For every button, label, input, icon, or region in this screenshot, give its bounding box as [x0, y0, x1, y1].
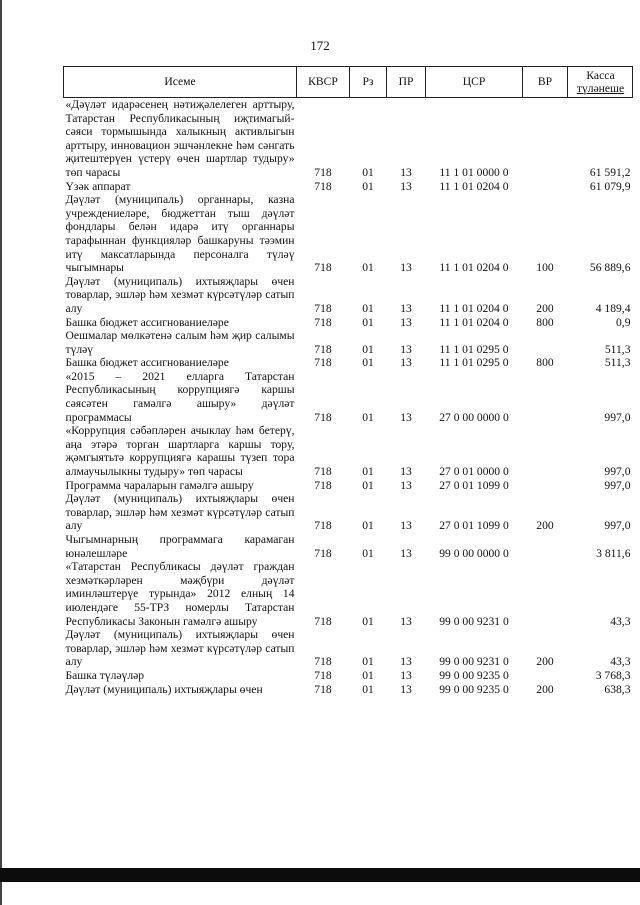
row-amount-cell: 997,0	[604, 519, 631, 533]
row-name-cell: Башка түләүләр	[65, 668, 145, 682]
row-pr-cell: 13	[400, 261, 412, 275]
row-csr-cell: 11 1 01 0295 0	[439, 356, 509, 370]
row-rz-cell: 01	[362, 668, 374, 682]
row-vr-cell	[523, 370, 568, 424]
row-csr-cell: 99 0 00 9231 0	[439, 614, 509, 628]
row-kvsr-cell: 718	[314, 356, 332, 370]
row-pr-cell: 13	[400, 668, 412, 682]
row-amount-cell: 43,3	[610, 614, 631, 628]
row-kvsr-cell: 718	[314, 546, 332, 560]
row-csr-cell: 11 1 01 0204 0	[439, 261, 509, 275]
row-name-cell: Башка бюджет ассигнованиеләре	[65, 315, 229, 329]
row-vr-cell: 100	[536, 261, 554, 275]
table-row	[64, 683, 633, 697]
table-row	[64, 492, 633, 533]
row-amount-cell: 43,3	[610, 655, 631, 669]
row-pr-cell: 13	[400, 179, 412, 193]
row-name-cell: Дәүләт (муниципаль) ихтыяҗлары өчен товарлар, эшләр һәм хезмәт күрсәтүләр сатып алу	[65, 628, 295, 669]
row-rz-cell: 01	[362, 478, 374, 492]
row-vr-cell: 800	[536, 356, 554, 370]
row-kvsr-cell: 718	[314, 301, 332, 315]
row-pr-cell: 13	[400, 478, 412, 492]
header-kassa-line2: түләнеше	[576, 82, 625, 95]
table-row	[64, 370, 633, 424]
row-rz-cell: 01	[362, 342, 374, 356]
row-rz-cell: 01	[362, 315, 374, 329]
table-row	[64, 275, 633, 316]
row-rz-cell: 01	[362, 301, 374, 315]
row-csr-cell: 27 0 01 0000 0	[439, 465, 509, 479]
table-row	[64, 180, 633, 194]
row-name-cell: Дәүләт (муниципаль) органнары, казна учреждениеләре, бюджеттан тыш дәүләт фондлары белән идарә итү органнары тарафыннан функцияләр башкаруны тәэмин итү максатларында персоналга түләү чыгымнары	[65, 193, 295, 275]
row-vr-cell	[523, 329, 568, 356]
row-name-cell: Дәүләт (муниципаль) ихтыяҗлары өчен	[65, 682, 263, 696]
row-amount-cell: 997,0	[604, 465, 631, 479]
row-name-cell: Үзәк аппарат	[65, 179, 131, 193]
row-pr-cell: 13	[400, 342, 412, 356]
row-vr-cell	[523, 479, 568, 493]
table-row	[64, 669, 633, 683]
scan-left-edge	[0, 0, 2, 905]
row-vr-cell: 800	[536, 315, 554, 329]
row-kvsr-cell: 718	[314, 478, 332, 492]
row-kvsr-cell: 718	[314, 668, 332, 682]
row-kvsr-cell: 718	[314, 519, 332, 533]
row-name-cell: «Татарстан Республикасы дәүләт граждан хезмәткәрләрен мәҗбүри дәүләт иминләштерүе турында» 2012 елның 14 июлендәге 55-ТРЗ номерлы Татарстан Республикасы Законын гамәлгә ашыру	[65, 560, 295, 628]
budget-table	[63, 66, 633, 696]
table-row	[64, 316, 633, 330]
row-vr-cell: 200	[536, 682, 554, 696]
row-vr-cell	[523, 180, 568, 194]
row-pr-cell: 13	[400, 165, 412, 179]
table-row	[64, 479, 633, 493]
row-vr-cell: 200	[536, 655, 554, 669]
row-rz-cell: 01	[362, 519, 374, 533]
row-amount-cell: 638,3	[604, 682, 631, 696]
header-name: Исеме	[64, 67, 297, 98]
row-amount-cell: 511,3	[604, 342, 631, 356]
row-kvsr-cell: 718	[314, 465, 332, 479]
row-amount-cell: 61 591,2	[589, 165, 631, 179]
table-row	[64, 533, 633, 560]
row-vr-cell: 200	[536, 301, 554, 315]
row-kvsr-cell: 718	[314, 261, 332, 275]
row-rz-cell: 01	[362, 614, 374, 628]
row-csr-cell: 27 0 01 1099 0	[439, 519, 509, 533]
page-number: 172	[310, 38, 330, 53]
row-name-cell: Чыгымнарның программага карамаган юнәлешләре	[65, 533, 295, 560]
row-pr-cell: 13	[400, 655, 412, 669]
row-amount-cell: 997,0	[604, 410, 631, 424]
row-name-cell: «2015 – 2021 елларга Татарстан Республикасының коррупциягә каршы сәясәтен гамәлгә ашыру» дәүләт программасы	[65, 369, 295, 424]
row-rz-cell: 01	[362, 356, 374, 370]
row-vr-cell	[523, 669, 568, 683]
table-row	[64, 98, 633, 180]
row-pr-cell: 13	[400, 546, 412, 560]
row-amount-cell: 61 079,9	[589, 179, 631, 193]
row-amount-cell: 511,3	[604, 356, 631, 370]
row-csr-cell: 11 1 01 0204 0	[439, 179, 509, 193]
table-body	[64, 98, 633, 697]
row-kvsr-cell: 718	[314, 165, 332, 179]
row-kvsr-cell: 718	[314, 315, 332, 329]
row-amount-cell: 997,0	[604, 478, 631, 492]
row-csr-cell: 11 1 01 0204 0	[439, 315, 509, 329]
row-name-cell: Дәүләт (муниципаль) ихтыяҗлары өчен товарлар, эшләр һәм хезмәт күрсәтүләр сатып алу	[65, 492, 295, 533]
row-amount-cell: 3 811,6	[596, 546, 631, 560]
row-kvsr-cell: 718	[314, 410, 332, 424]
row-name-cell: «Коррупция сәбәпләрен ачыклау һәм бетерү, аңа этәрә торган шартларга каршы тору, җәмгыятьтә коррупциягә карашы түзеп тора алмаучылыкны тудыру» төп чарасы	[65, 424, 295, 479]
table-row	[64, 560, 633, 628]
header-kassa	[568, 67, 633, 98]
table-header-row	[64, 67, 633, 98]
row-csr-cell: 11 1 01 0000 0	[439, 165, 509, 179]
row-name-cell: Башка бюджет ассигнованиеләре	[65, 356, 229, 370]
row-csr-cell: 99 0 00 9235 0	[439, 668, 509, 682]
row-vr-cell	[523, 98, 568, 180]
row-pr-cell: 13	[400, 301, 412, 315]
row-csr-cell: 11 1 01 0295 0	[439, 342, 509, 356]
row-rz-cell: 01	[362, 179, 374, 193]
row-amount-cell: 3 768,3	[595, 668, 631, 682]
scan-bottom-edge	[0, 868, 640, 882]
row-csr-cell: 99 0 00 0000 0	[439, 546, 509, 560]
header-csr: ЦСР	[426, 67, 523, 98]
row-csr-cell: 99 0 00 9231 0	[439, 655, 509, 669]
row-rz-cell: 01	[362, 655, 374, 669]
row-amount-cell: 56 889,6	[589, 261, 631, 275]
row-vr-cell	[523, 424, 568, 478]
row-csr-cell: 11 1 01 0204 0	[439, 301, 509, 315]
row-csr-cell: 99 0 00 9235 0	[439, 682, 509, 696]
row-name-cell: Оешмалар мөлкәтенә салым һәм җир салымы түләү	[65, 329, 295, 356]
table-row	[64, 193, 633, 275]
row-pr-cell: 13	[400, 519, 412, 533]
header-vr: ВР	[523, 67, 568, 98]
row-csr-cell: 27 0 00 0000 0	[439, 410, 509, 424]
header-kvsr: КВСР	[297, 67, 350, 98]
row-amount-cell: 0,9	[616, 315, 631, 329]
row-pr-cell: 13	[400, 465, 412, 479]
row-pr-cell: 13	[400, 614, 412, 628]
header-pr: ПР	[387, 67, 426, 98]
row-rz-cell: 01	[362, 165, 374, 179]
table-row	[64, 628, 633, 669]
row-pr-cell: 13	[400, 356, 412, 370]
row-name-cell: «Дәүләт идарәсенең нәтиҗәлелеген арттыру, Татарстан Республикасының иҗтимагый-сәяси тормышында халыкның активлыгын арттыру, инновацион эшчәнлекне һәм сәнгать җитештерүен үстерү өчен шартлар тудыру» төп чарасы	[65, 98, 295, 179]
table-row	[64, 424, 633, 478]
row-amount-cell: 4 189,4	[595, 301, 631, 315]
row-kvsr-cell: 718	[314, 342, 332, 356]
row-rz-cell: 01	[362, 261, 374, 275]
row-rz-cell: 01	[362, 465, 374, 479]
row-vr-cell	[523, 560, 568, 628]
row-vr-cell: 200	[536, 519, 554, 533]
row-vr-cell	[523, 533, 568, 560]
row-kvsr-cell: 718	[314, 179, 332, 193]
row-name-cell: Программа чараларын гамәлгә ашыру	[65, 478, 254, 492]
row-pr-cell: 13	[400, 315, 412, 329]
row-rz-cell: 01	[362, 546, 374, 560]
row-kvsr-cell: 718	[314, 655, 332, 669]
row-kvsr-cell: 718	[314, 614, 332, 628]
row-pr-cell: 13	[400, 682, 412, 696]
header-rz: Рз	[350, 67, 387, 98]
row-rz-cell: 01	[362, 410, 374, 424]
table-row	[64, 329, 633, 356]
row-name-cell: Дәүләт (муниципаль) ихтыяҗлары өчен товарлар, эшләр һәм хезмәт күрсәтүләр сатып алу	[65, 274, 295, 315]
row-rz-cell: 01	[362, 682, 374, 696]
row-kvsr-cell: 718	[314, 682, 332, 696]
row-pr-cell: 13	[400, 410, 412, 424]
table-row	[64, 356, 633, 370]
header-kassa-line1: Касса	[586, 69, 615, 82]
row-csr-cell: 27 0 01 1099 0	[439, 478, 509, 492]
